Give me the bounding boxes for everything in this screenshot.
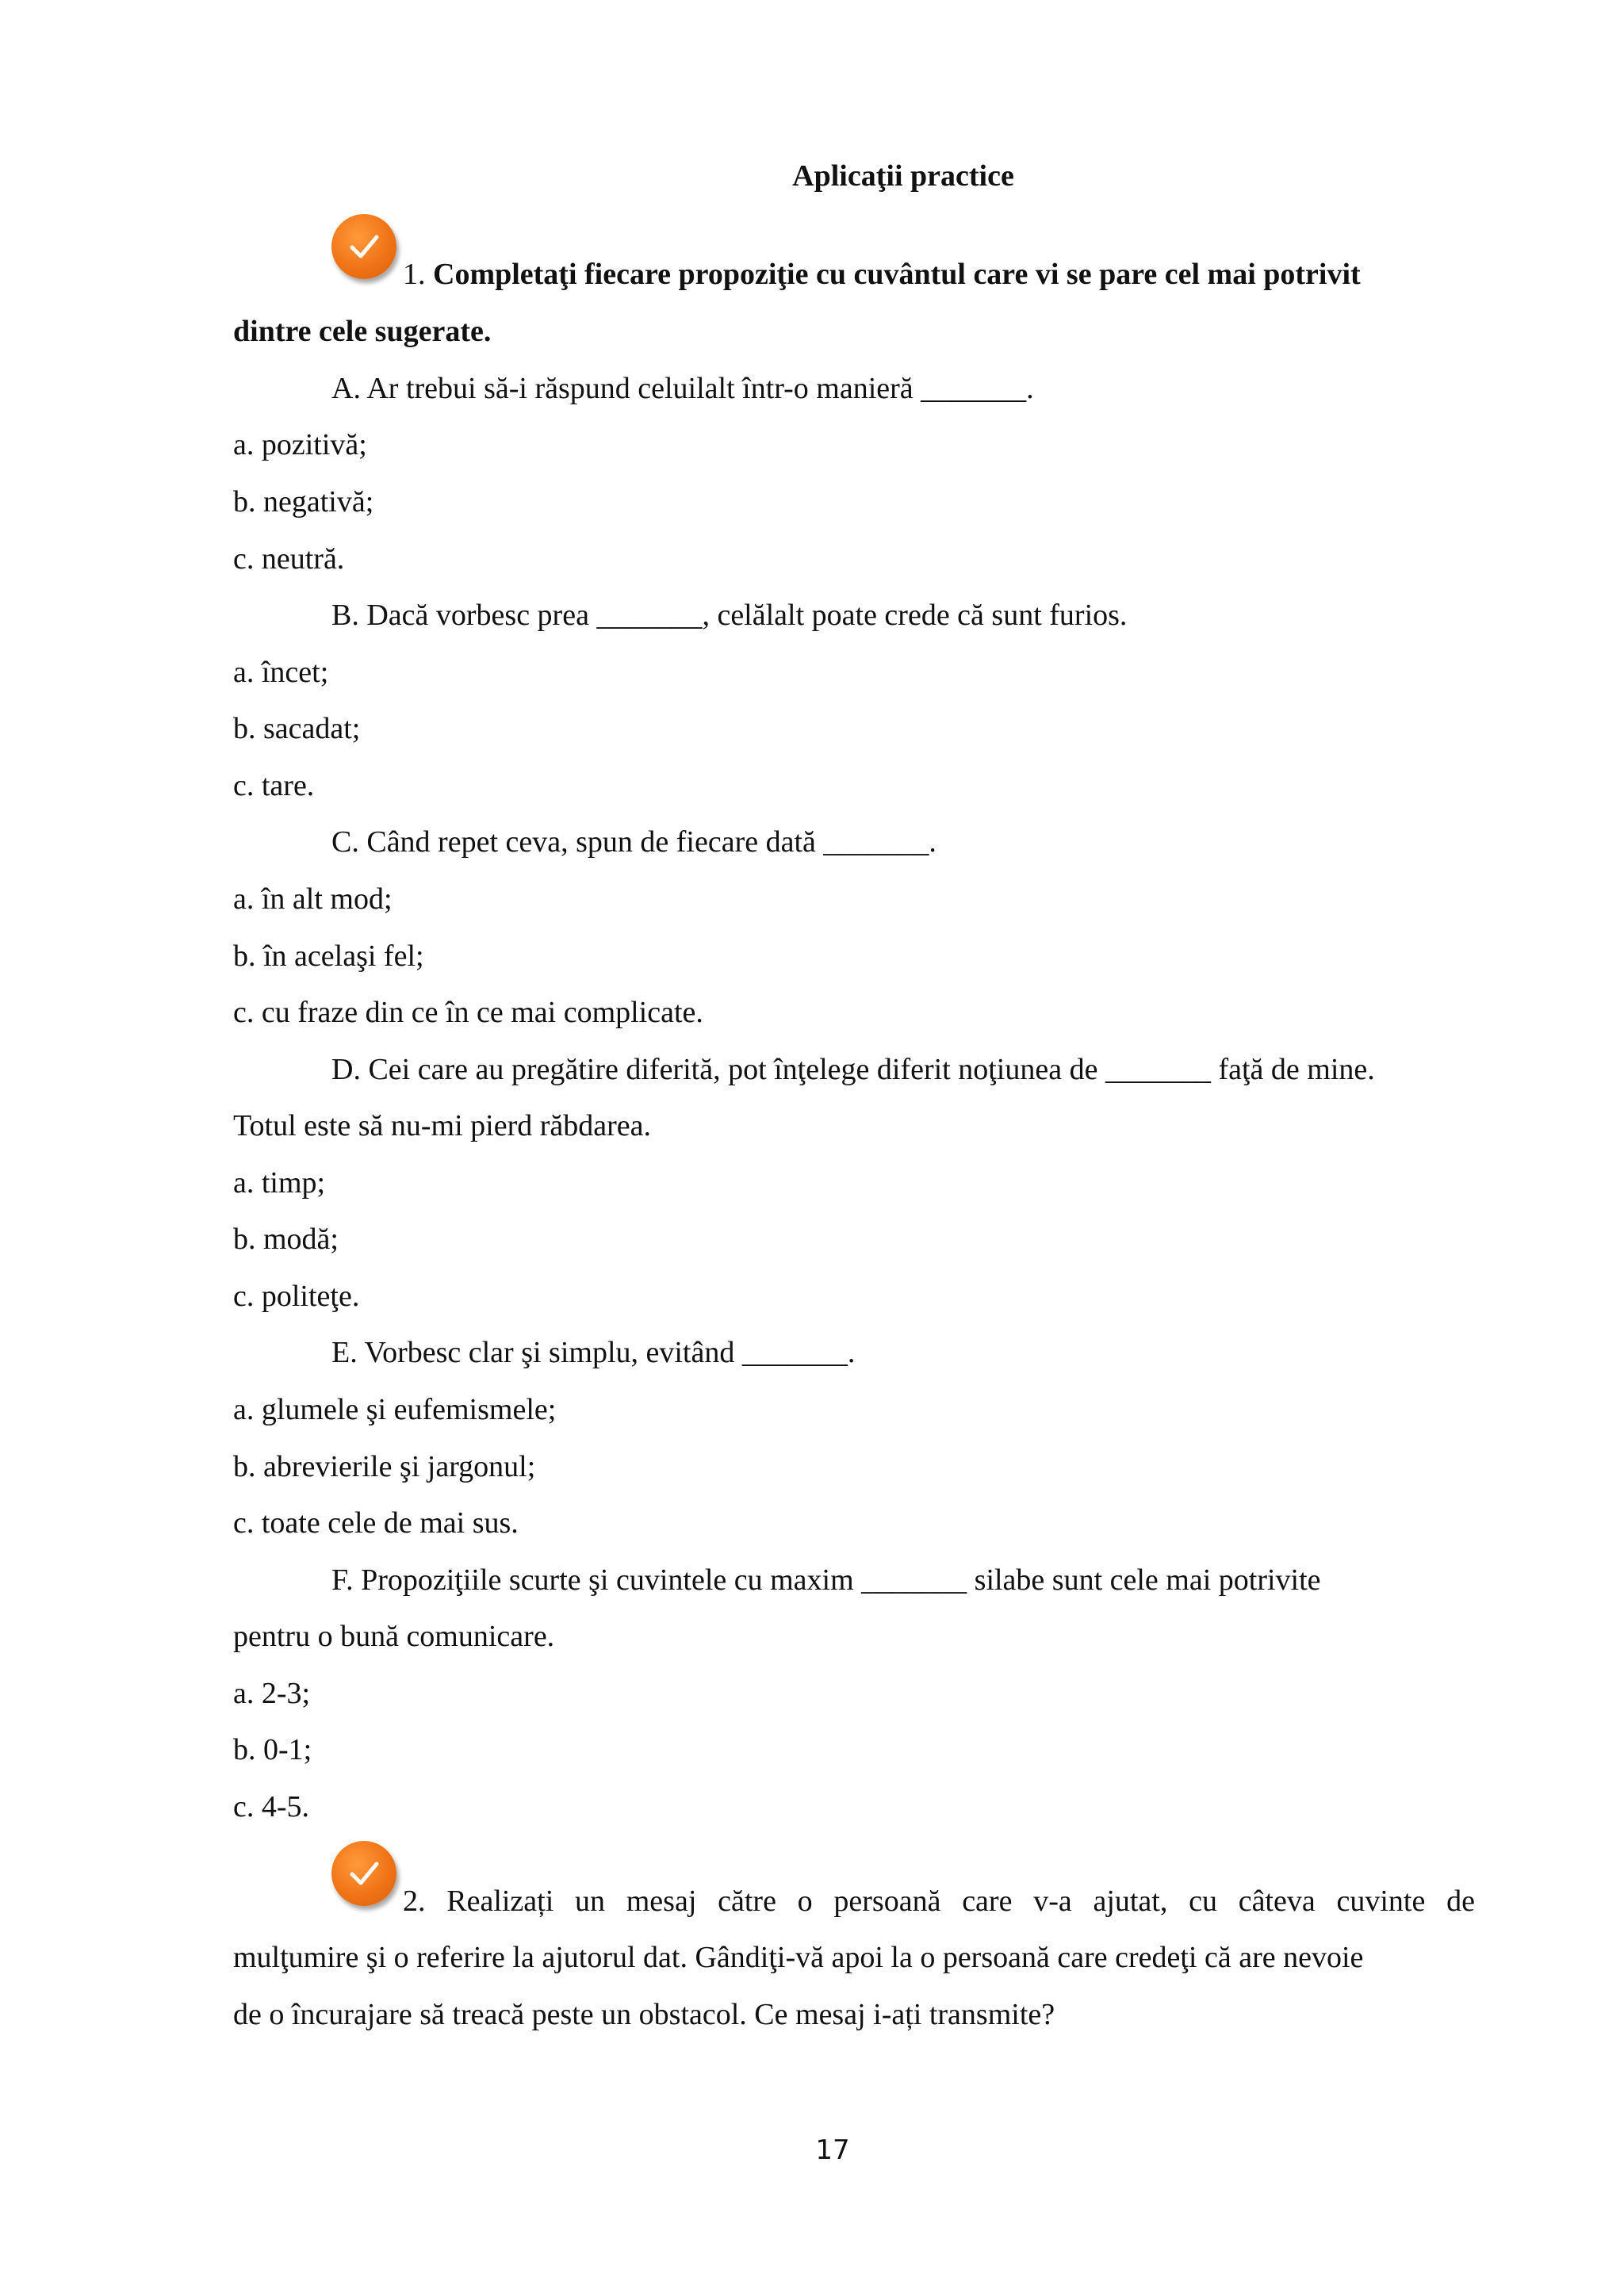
word: un (575, 1885, 606, 1918)
word: o (797, 1885, 813, 1918)
question-f-stem: F. Propoziţiile scurte şi cuvintele cu maxim _______ silabe sunt cele mai potrivite (331, 1563, 1321, 1597)
question-a-option: c. neutră. (233, 542, 345, 576)
word: persoană (833, 1885, 941, 1918)
question-c-stem: C. Când repet ceva, spun de fiecare dată _______. (331, 825, 936, 859)
word: v-a (1033, 1885, 1072, 1918)
question-e-stem: E. Vorbesc clar şi simplu, evitând _______. (331, 1336, 856, 1369)
word: câteva (1238, 1885, 1316, 1918)
checkmark-icon (331, 1841, 396, 1906)
checkmark-icon (331, 214, 396, 279)
word: de (1446, 1885, 1475, 1918)
word: ajutat, (1093, 1885, 1168, 1918)
question-c-option: c. cu fraze din ce în ce mai complicate. (233, 996, 703, 1029)
question-b-option: b. sacadat; (233, 712, 361, 745)
question-e-option: a. glumele şi eufemismele; (233, 1393, 557, 1426)
question-c-option: b. în acelaşi fel; (233, 939, 424, 973)
question-d-option: a. timp; (233, 1166, 326, 1200)
question-e-option: b. abrevierile şi jargonul; (233, 1450, 536, 1483)
word: mesaj (626, 1885, 697, 1918)
question-e-option: c. toate cele de mai sus. (233, 1506, 519, 1540)
question-b-stem: B. Dacă vorbesc prea _______, celălalt poate crede că sunt furios. (331, 599, 1128, 632)
exercise-2-line-3: de o încurajare să treacă peste un obstacol. Ce mesaj i-ați transmite? (233, 1998, 1055, 2031)
exercise-1-instruction-cont: dintre cele sugerate. (233, 315, 492, 348)
exercise-1-number: 1. (403, 258, 426, 291)
question-a-stem: A. Ar trebui să-i răspund celuilalt într-o manieră _______. (331, 372, 1034, 405)
exercise-2-text (403, 1881, 1475, 1922)
page-title: Aplicaţii practice (792, 159, 1014, 193)
exercise-1-heading (403, 254, 1361, 295)
question-d-option: c. politeţe. (233, 1280, 360, 1313)
question-f-stem-cont: pentru o bună comunicare. (233, 1620, 555, 1653)
word: cu (1189, 1885, 1217, 1918)
question-a-option: a. pozitivă; (233, 428, 367, 461)
question-b-option: a. încet; (233, 656, 329, 689)
question-b-option: c. tare. (233, 769, 315, 802)
page-number: 17 (815, 2134, 850, 2166)
word: cuvinte (1336, 1885, 1426, 1918)
exercise-1-instruction: Completaţi fiecare propoziţie cu cuvântul care vi se pare cel mai potrivit (433, 258, 1361, 291)
question-a-option: b. negativă; (233, 485, 374, 519)
exercise-2-line-1 (403, 1881, 1475, 1922)
question-d-stem: D. Cei care au pregătire diferită, pot înţelege diferit noţiunea de _______ faţă de mine. (331, 1053, 1375, 1086)
question-f-option: b. 0-1; (233, 1733, 312, 1766)
question-d-option: b. modă; (233, 1223, 339, 1256)
question-f-option: c. 4-5. (233, 1790, 310, 1823)
question-d-stem-cont: Totul este să nu-mi pierd răbdarea. (233, 1109, 652, 1142)
word: Realizați (446, 1885, 554, 1918)
word: către (718, 1885, 776, 1918)
question-f-option: a. 2-3; (233, 1677, 311, 1710)
word: 2. (403, 1885, 426, 1918)
exercise-2-line-2: mulţumire şi o referire la ajutorul dat. Gândiţi-vă apoi la o persoană care credeţi că are nevoie (233, 1941, 1364, 1974)
question-c-option: a. în alt mod; (233, 882, 393, 916)
word: care (962, 1885, 1013, 1918)
